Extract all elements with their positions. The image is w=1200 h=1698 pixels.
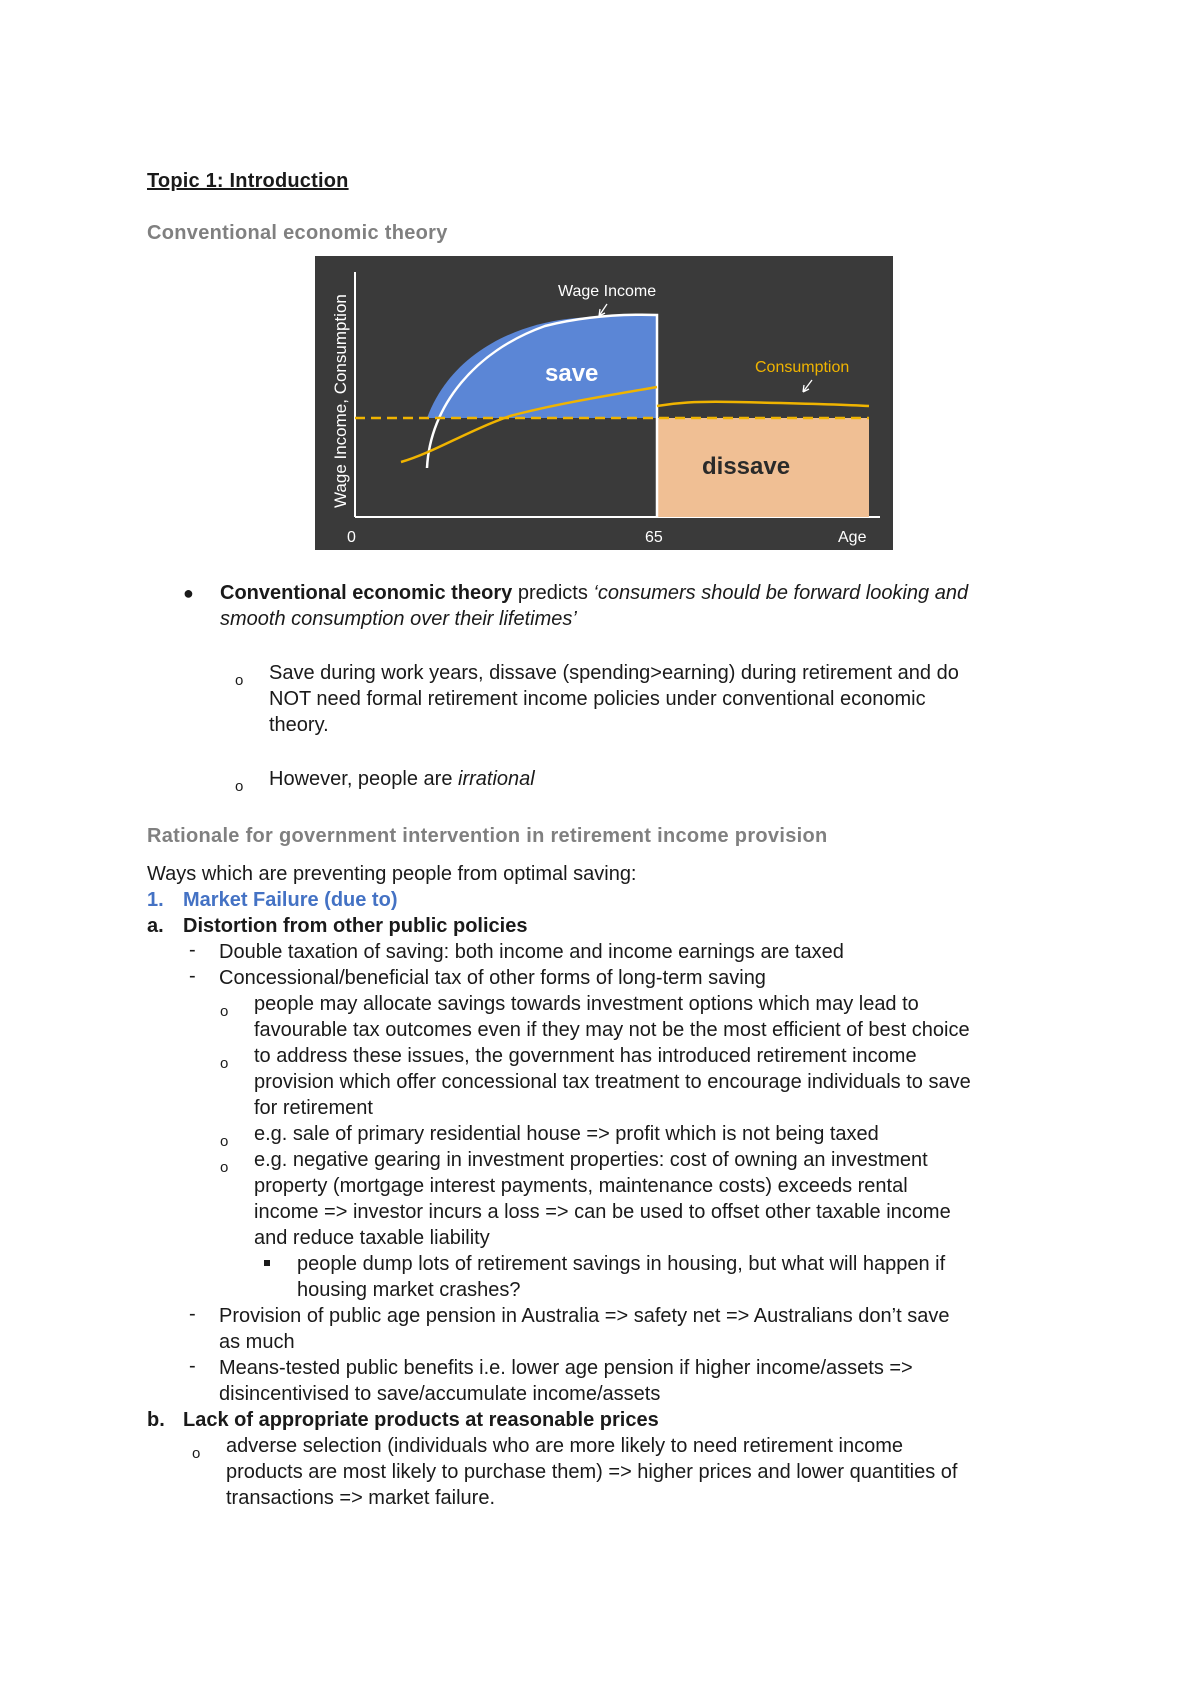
o-marker: o xyxy=(235,672,244,689)
sub2-line xyxy=(269,766,535,792)
o-marker: o xyxy=(220,1003,229,1020)
a-sub4-line1: e.g. negative gearing in investment properties: cost of owning an investment xyxy=(254,1149,928,1171)
bullet1-bold: Conventional economic theory xyxy=(220,582,513,604)
dash-marker: - xyxy=(189,1303,196,1325)
item-b-label: Lack of appropriate products at reasonable prices xyxy=(183,1409,659,1431)
sub1-line1: Save during work years, dissave (spending>earning) during retirement and do xyxy=(269,662,959,684)
o-marker: o xyxy=(192,1445,201,1462)
y-axis-label: Wage Income, Consumption xyxy=(331,294,350,508)
b-sub1-line3: transactions => market failure. xyxy=(226,1487,496,1509)
x-axis-label: Age xyxy=(838,529,867,546)
a-dash1: Double taxation of saving: both income and income earnings are taxed xyxy=(219,941,844,963)
x-tick-65: 65 xyxy=(645,529,663,546)
a-sub2-line1: to address these issues, the government has introduced retirement income xyxy=(254,1045,917,1067)
x-tick-0: 0 xyxy=(347,529,356,546)
bullet1-text: predicts xyxy=(512,582,594,604)
save-label: save xyxy=(545,360,599,387)
item1-number: 1. xyxy=(147,889,164,911)
a-dash2: Concessional/beneficial tax of other forms of long-term saving xyxy=(219,967,766,989)
section-heading-rationale: Rationale for government intervention in retirement income provision xyxy=(147,825,828,847)
dash-marker: - xyxy=(189,965,196,987)
a-sub4-bullet-line1: people dump lots of retirement savings in housing, but what will happen if xyxy=(297,1253,946,1275)
a-dash4-line2: disincentivised to save/accumulate income/assets xyxy=(219,1383,661,1405)
o-marker: o xyxy=(220,1159,229,1176)
item-b-letter: b. xyxy=(147,1409,165,1431)
b-sub1-line2: products are most likely to purchase them) => higher prices and lower quantities of xyxy=(226,1461,958,1483)
bullet1-italic2: smooth consumption over their lifetimes’ xyxy=(220,608,577,630)
section-heading-conventional: Conventional economic theory xyxy=(147,222,448,244)
o-marker: o xyxy=(220,1133,229,1150)
a-sub1-line1: people may allocate savings towards investment options which may lead to xyxy=(254,993,919,1015)
a-sub4-line4: and reduce taxable liability xyxy=(254,1227,490,1249)
a-sub1-line2: favourable tax outcomes even if they may not be the most efficient of best choice xyxy=(254,1019,970,1041)
bullet1-line2 xyxy=(220,606,577,632)
bullet1-italic1: ‘consumers should be forward looking and xyxy=(593,582,969,604)
o-marker: o xyxy=(220,1055,229,1072)
wage-income-label: Wage Income xyxy=(558,283,657,300)
a-dash3-line2: as much xyxy=(219,1331,295,1353)
a-sub2-line3: for retirement xyxy=(254,1097,373,1119)
bullet1-line1 xyxy=(220,580,968,606)
bullet-marker: ● xyxy=(183,583,194,603)
life-cycle-chart xyxy=(315,256,893,550)
item1-label: Market Failure (due to) xyxy=(183,889,398,911)
a-sub4-line3: income => investor incurs a loss => can be used to offset other taxable income xyxy=(254,1201,951,1223)
ways-text: Ways which are preventing people from optimal saving: xyxy=(147,863,637,885)
sub1-line2: NOT need formal retirement income policies under conventional economic xyxy=(269,688,926,710)
consumption-label: Consumption xyxy=(755,359,850,376)
a-sub4-line2: property (mortgage interest payments, maintenance costs) exceeds rental xyxy=(254,1175,908,1197)
a-dash3-line1: Provision of public age pension in Australia => safety net => Australians don’t save xyxy=(219,1305,950,1327)
a-sub3: e.g. sale of primary residential house => profit which is not being taxed xyxy=(254,1123,879,1145)
dash-marker: - xyxy=(189,1355,196,1377)
dissave-label: dissave xyxy=(702,453,791,480)
a-sub2-line2: provision which offer concessional tax treatment to encourage individuals to save xyxy=(254,1071,971,1093)
sub1-line3: theory. xyxy=(269,714,329,736)
b-sub1-line1: adverse selection (individuals who are more likely to need retirement income xyxy=(226,1435,903,1457)
a-sub4-bullet-line2: housing market crashes? xyxy=(297,1279,521,1301)
dash-marker: - xyxy=(189,939,196,961)
square-bullet-marker xyxy=(264,1260,270,1266)
sub2-text: However, people are xyxy=(269,768,459,790)
sub2-italic: irrational xyxy=(458,768,535,790)
o-marker: o xyxy=(235,778,244,795)
a-dash4-line1: Means-tested public benefits i.e. lower age pension if higher income/assets => xyxy=(219,1357,913,1379)
item-a-label: Distortion from other public policies xyxy=(183,915,528,937)
item-a-letter: a. xyxy=(147,915,164,937)
page-title: Topic 1: Introduction xyxy=(147,170,349,192)
